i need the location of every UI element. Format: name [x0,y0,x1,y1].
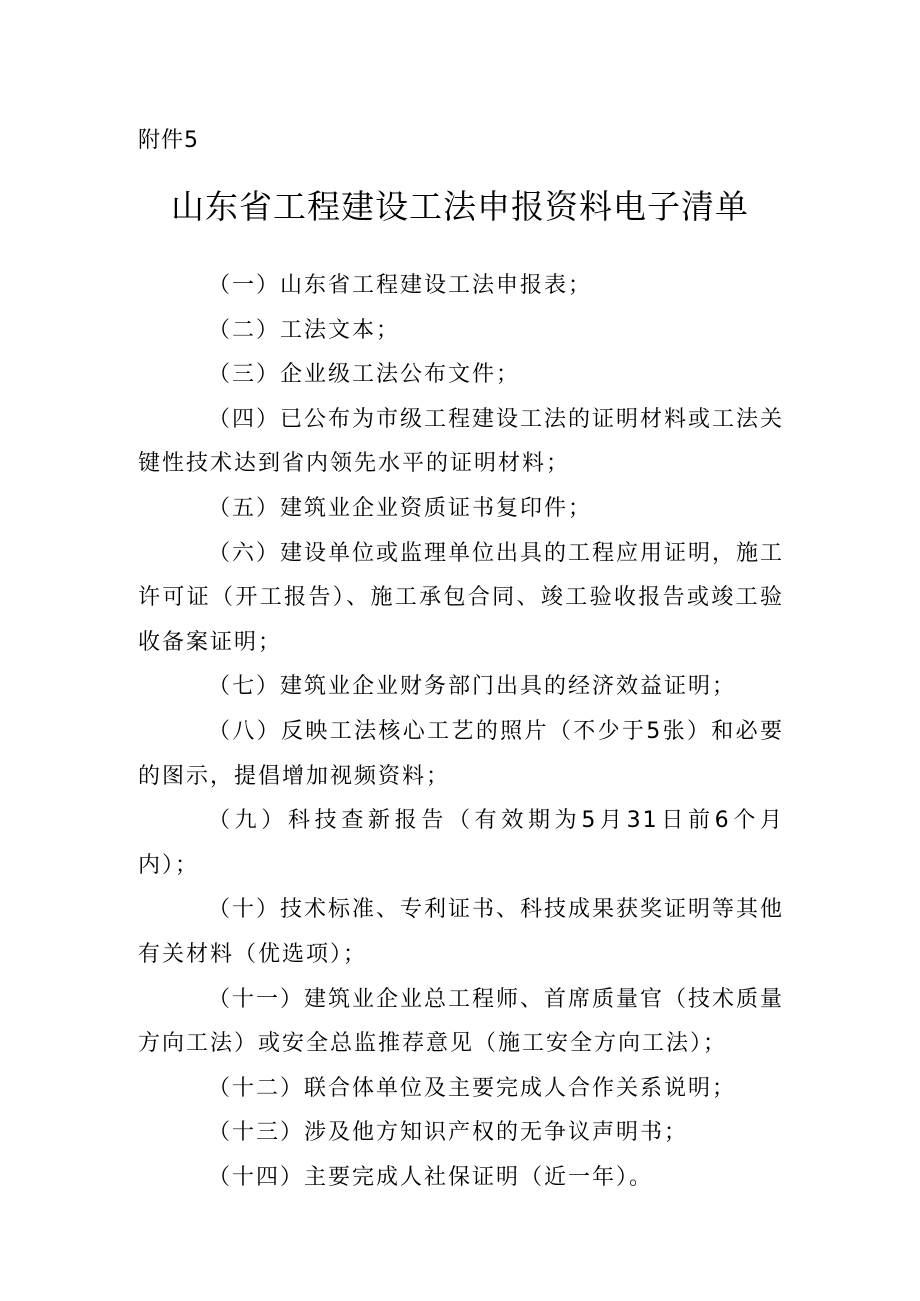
list-item: （六）建设单位或监理单位出具的工程应用证明，施工许可证（开工报告）、施工承包合同、竣工验收报告或竣工验收备案证明； [138,540,785,655]
item-list [138,264,784,1200]
list-item: （二）工法文本； [208,317,401,343]
list-item: （三）企业级工法公布文件； [208,362,521,388]
list-item: （十二）联合体单位及主要完成人合作关系说明； [208,1075,737,1101]
attachment-label: 附件5 [138,128,199,153]
list-item: （八）反映工法核心工艺的照片（不少于5张）和必要的图示，提倡增加视频资料； [138,718,784,789]
document-title: 山东省工程建设工法申报资料电子清单 [171,187,749,226]
list-item: （五）建筑业企业资质证书复印件； [208,495,593,521]
list-item: （九）科技查新报告（有效期为5月31日前6个月内）； [138,808,784,878]
list-item: （一）山东省工程建设工法申报表； [208,273,593,298]
list-item: （十）技术标准、专利证书、科技成果获奖证明等其他有关材料（优选项）； [138,897,785,967]
list-item: （十一）建筑业企业总工程师、首席质量官（技术质量方向工法）或安全总监推荐意见（施工安全方向工法）； [138,986,785,1057]
list-item: （四）已公布为市级工程建设工法的证明材料或工法关键性技术达到省内领先水平的证明材料； [138,406,785,477]
list-item: （十四）主要完成人社保证明（近一年）。 [208,1164,654,1190]
list-item: （十三）涉及他方知识产权的无争议声明书； [208,1120,689,1146]
list-item: （七）建筑业企业财务部门出具的经济效益证明； [208,674,737,700]
